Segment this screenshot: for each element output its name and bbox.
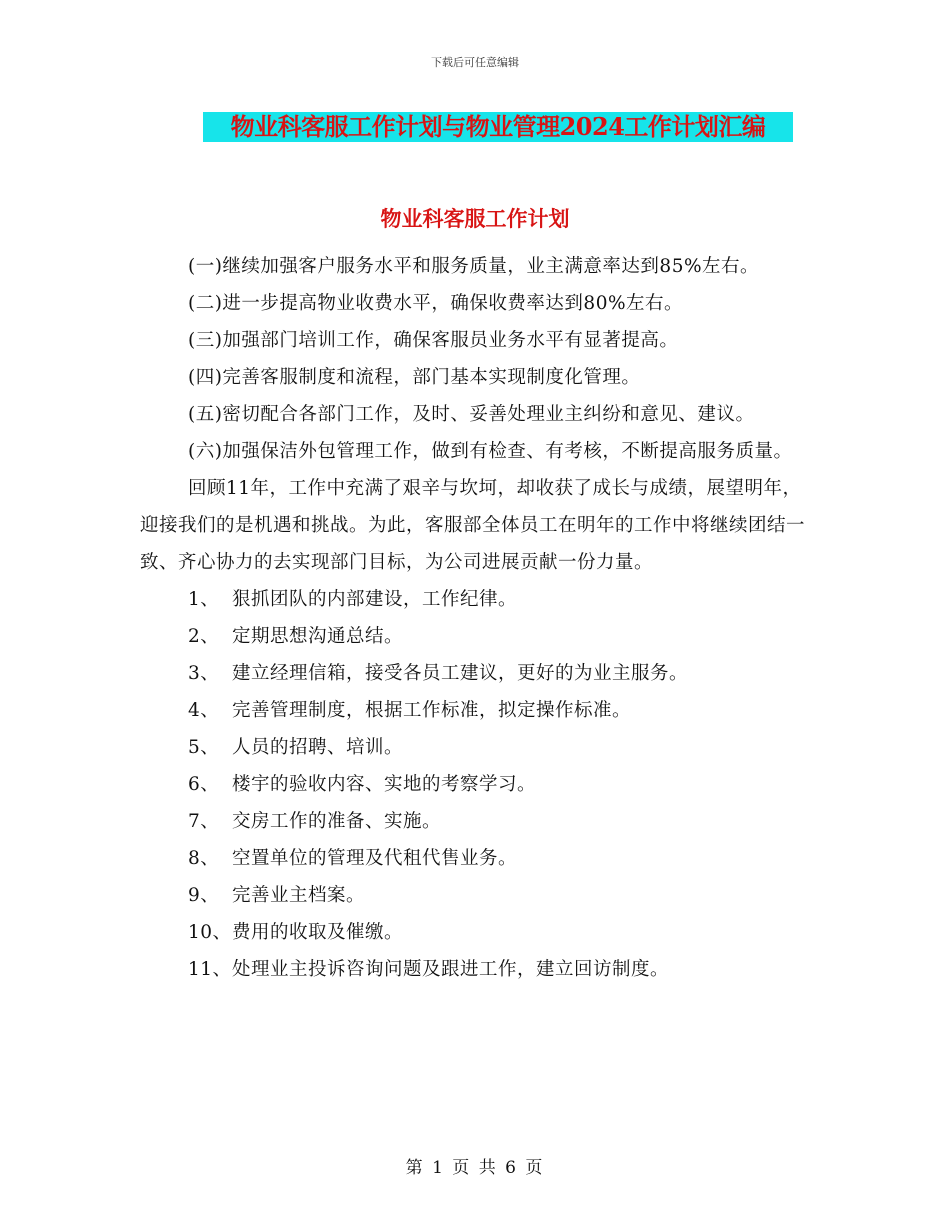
list-item [140, 581, 820, 618]
list-text: 费用的收取及催缴。 [232, 922, 404, 943]
list-item [140, 877, 820, 914]
list-item [140, 618, 820, 655]
list-item [140, 655, 820, 692]
list-text: 处理业主投诉咨询问题及跟进工作，建立回访制度。 [232, 959, 670, 980]
list-item [140, 914, 820, 951]
list-text: 建立经理信箱，接受各员工建议，更好的为业主服务。 [232, 663, 689, 684]
list-number: 10、 [188, 922, 232, 943]
list-text: 完善管理制度，根据工作标准，拟定操作标准。 [232, 700, 632, 721]
page-number: 第 1 页 共 6 页 [405, 1158, 545, 1178]
paragraph: 回顾11年，工作中充满了艰辛与坎坷，却收获了成长与成绩，展望明年，迎接我们的是机遇和挑战。为此，客服部全体员工在明年的工作中将继续团结一致、齐心协力的去实现部门目标，为公司进展贡献一份力量。 [140, 478, 806, 573]
paragraph: (一)继续加强客户服务水平和服务质量，业主满意率达到85%左右。 [188, 256, 760, 277]
paragraph: (二)进一步提高物业收费水平，确保收费率达到80%左右。 [188, 293, 684, 314]
list-text: 狠抓团队的内部建设，工作纪律。 [232, 589, 518, 610]
list-number: 4、 [188, 700, 220, 721]
list-number: 1、 [188, 589, 220, 610]
list-number: 2、 [188, 626, 220, 647]
body-text [140, 248, 820, 988]
list-item [140, 951, 820, 988]
paragraph: (六)加强保洁外包管理工作，做到有检查、有考核，不断提高服务质量。 [188, 441, 793, 462]
paragraph: (三)加强部门培训工作，确保客服员业务水平有显著提高。 [188, 330, 679, 351]
list-text: 空置单位的管理及代租代售业务。 [232, 848, 518, 869]
list-text: 定期思想沟通总结。 [232, 626, 404, 647]
list-number: 3、 [188, 663, 220, 684]
list-text: 楼宇的验收内容、实地的考察学习。 [232, 774, 537, 795]
list-number: 9、 [188, 885, 220, 906]
list-number: 6、 [188, 774, 220, 795]
list-text: 交房工作的准备、实施。 [232, 811, 442, 832]
paragraph: (四)完善客服制度和流程，部门基本实现制度化管理。 [188, 367, 641, 388]
list-item [140, 729, 820, 766]
numbered-list [140, 581, 820, 988]
list-text: 人员的招聘、培训。 [232, 737, 404, 758]
list-item [140, 803, 820, 840]
list-number: 8、 [188, 848, 220, 869]
list-number: 7、 [188, 811, 220, 832]
list-item [140, 840, 820, 877]
list-item [140, 692, 820, 729]
document-title: 物业科客服工作计划与物业管理2024工作计划汇编 [203, 112, 793, 142]
list-number: 5、 [188, 737, 220, 758]
section-title: 物业科客服工作计划 [380, 206, 570, 231]
paragraph: (五)密切配合各部门工作，及时、妥善处理业主纠纷和意见、建议。 [188, 404, 755, 425]
header-note: 下载后可任意编辑 [431, 56, 519, 69]
list-text: 完善业主档案。 [232, 885, 366, 906]
list-item [140, 766, 820, 803]
list-number: 11、 [188, 959, 232, 980]
